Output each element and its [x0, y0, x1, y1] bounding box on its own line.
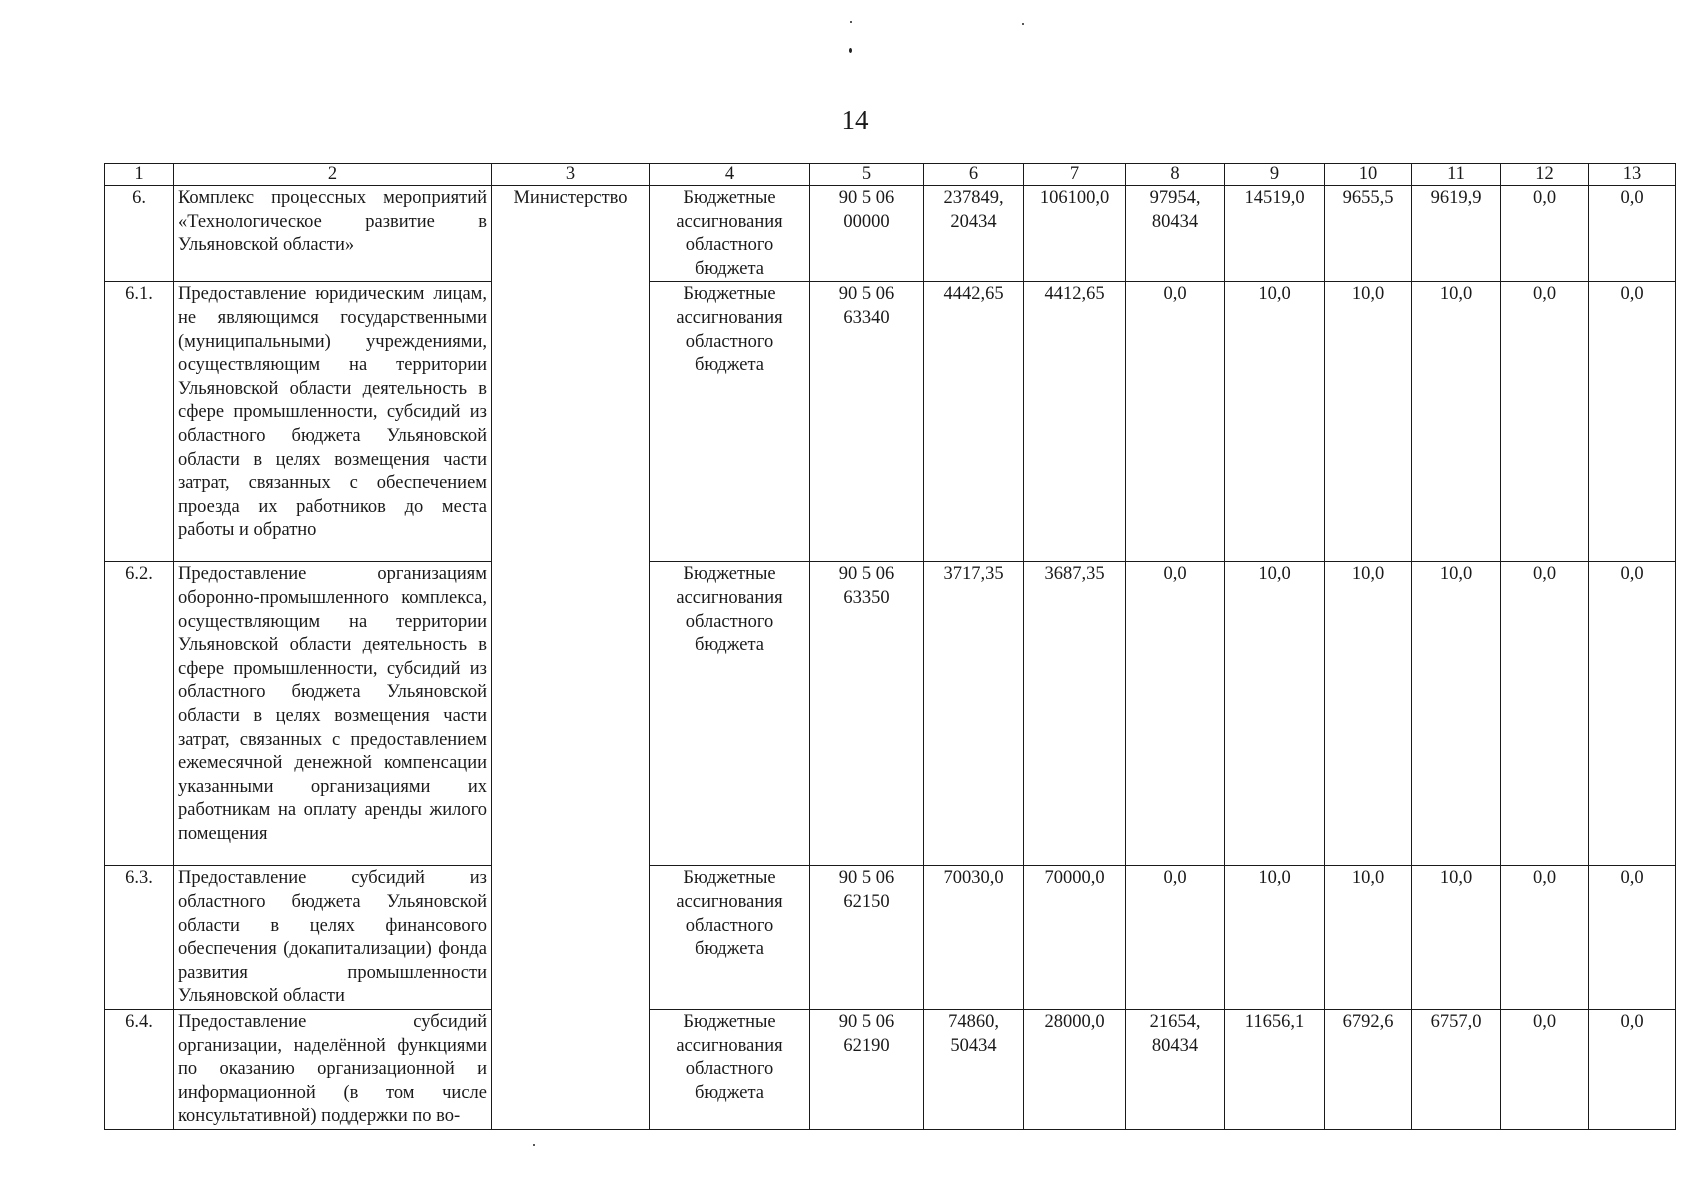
funding-source: Бюджетные ассигнования областного бюджета [650, 562, 810, 866]
measure-name: Предоставление субсидий организации, наделённой функциями по оказанию организационной и информационной (в том числе консультативной) поддержки по во- [174, 1009, 492, 1129]
table-row [105, 562, 1676, 866]
scan-speck [1022, 23, 1024, 25]
table-row [105, 282, 1676, 562]
amount-total: 4442,65 [924, 282, 1024, 562]
column-header: 3 [492, 164, 650, 186]
funding-source: Бюджетные ассигнования областного бюджета [650, 186, 810, 282]
column-header: 2 [174, 164, 492, 186]
amount-col-10: 10,0 [1325, 282, 1412, 562]
column-header: 1 [105, 164, 174, 186]
row-number: 6.2. [105, 562, 174, 866]
amount-col-7: 70000,0 [1024, 866, 1126, 1010]
amount-col-8: 21654, 80434 [1126, 1009, 1225, 1129]
amount-col-9: 11656,1 [1225, 1009, 1325, 1129]
row-number: 6.3. [105, 866, 174, 1010]
column-header: 7 [1024, 164, 1126, 186]
amount-col-12: 0,0 [1501, 282, 1589, 562]
page-number: 14 [841, 105, 869, 135]
amount-col-8: 97954, 80434 [1126, 186, 1225, 282]
funding-source: Бюджетные ассигнования областного бюджета [650, 866, 810, 1010]
budget-code: 90 5 06 00000 [810, 186, 924, 282]
column-header: 10 [1325, 164, 1412, 186]
amount-col-13: 0,0 [1589, 562, 1676, 866]
table-row [105, 186, 1676, 282]
budget-code: 90 5 06 62150 [810, 866, 924, 1010]
column-header: 11 [1412, 164, 1501, 186]
amount-col-12: 0,0 [1501, 866, 1589, 1010]
amount-col-9: 14519,0 [1225, 186, 1325, 282]
amount-col-7: 28000,0 [1024, 1009, 1126, 1129]
column-header: 9 [1225, 164, 1325, 186]
amount-col-10: 9655,5 [1325, 186, 1412, 282]
table-row [105, 1009, 1676, 1129]
amount-col-12: 0,0 [1501, 562, 1589, 866]
amount-col-11: 9619,9 [1412, 186, 1501, 282]
table-row [105, 866, 1676, 1010]
measure-name: Предоставление субсидий из областного бюджета Ульяновской области в целях финансового обеспечения (докапитализации) фонда развития промышленности Ульяновской области [174, 866, 492, 1010]
amount-col-13: 0,0 [1589, 1009, 1676, 1129]
measure-name: Предоставление организациям оборонно-промышленного комплекса, осуществляющим на территории Ульяновской области деятельность в сфере промышленности, субсидий из областного бюджета Ульяновской области в целях возмещения части затрат, связанных с предоставлением ежемесячной денежной компенсации указанными организациями их работникам на оплату аренды жилого помещения [174, 562, 492, 866]
budget-code: 90 5 06 63340 [810, 282, 924, 562]
amount-total: 74860, 50434 [924, 1009, 1024, 1129]
column-header: 6 [924, 164, 1024, 186]
budget-code: 90 5 06 62190 [810, 1009, 924, 1129]
measure-name: Предоставление юридическим лицам, не являющимся государственными (муниципальными) учреждениями, осуществляющим на территории Ульяновской области деятельность в сфере промышленности, субсидий из областного бюджета Ульяновской области в целях возмещения части затрат, связанных с обеспечением проезда их работников до места работы и обратно [174, 282, 492, 562]
amount-col-13: 0,0 [1589, 186, 1676, 282]
row-number: 6. [105, 186, 174, 282]
amount-col-11: 10,0 [1412, 282, 1501, 562]
budget-table [104, 163, 1676, 1130]
column-number-header-row [105, 164, 1676, 186]
amount-total: 70030,0 [924, 866, 1024, 1010]
funding-source: Бюджетные ассигнования областного бюджета [650, 282, 810, 562]
amount-col-13: 0,0 [1589, 866, 1676, 1010]
amount-col-8: 0,0 [1126, 282, 1225, 562]
amount-col-11: 10,0 [1412, 562, 1501, 866]
scan-speck [533, 1144, 535, 1146]
column-header: 13 [1589, 164, 1676, 186]
column-header: 4 [650, 164, 810, 186]
amount-col-8: 0,0 [1126, 866, 1225, 1010]
amount-col-9: 10,0 [1225, 866, 1325, 1010]
amount-col-7: 106100,0 [1024, 186, 1126, 282]
column-header: 12 [1501, 164, 1589, 186]
amount-col-7: 4412,65 [1024, 282, 1126, 562]
funding-source: Бюджетные ассигнования областного бюджета [650, 1009, 810, 1129]
responsible-executor: Министерство [492, 186, 650, 1130]
amount-total: 237849, 20434 [924, 186, 1024, 282]
amount-col-7: 3687,35 [1024, 562, 1126, 866]
scan-speck [849, 48, 852, 53]
amount-col-8: 0,0 [1126, 562, 1225, 866]
amount-total: 3717,35 [924, 562, 1024, 866]
amount-col-12: 0,0 [1501, 186, 1589, 282]
measure-name: Комплекс процессных мероприятий «Технологическое развитие в Ульяновской области» [174, 186, 492, 282]
column-header: 8 [1126, 164, 1225, 186]
amount-col-10: 10,0 [1325, 866, 1412, 1010]
budget-code: 90 5 06 63350 [810, 562, 924, 866]
amount-col-9: 10,0 [1225, 562, 1325, 866]
amount-col-11: 6757,0 [1412, 1009, 1501, 1129]
scan-speck [850, 21, 852, 23]
amount-col-11: 10,0 [1412, 866, 1501, 1010]
amount-col-13: 0,0 [1589, 282, 1676, 562]
amount-col-9: 10,0 [1225, 282, 1325, 562]
amount-col-10: 10,0 [1325, 562, 1412, 866]
row-number: 6.1. [105, 282, 174, 562]
row-number: 6.4. [105, 1009, 174, 1129]
amount-col-10: 6792,6 [1325, 1009, 1412, 1129]
column-header: 5 [810, 164, 924, 186]
amount-col-12: 0,0 [1501, 1009, 1589, 1129]
